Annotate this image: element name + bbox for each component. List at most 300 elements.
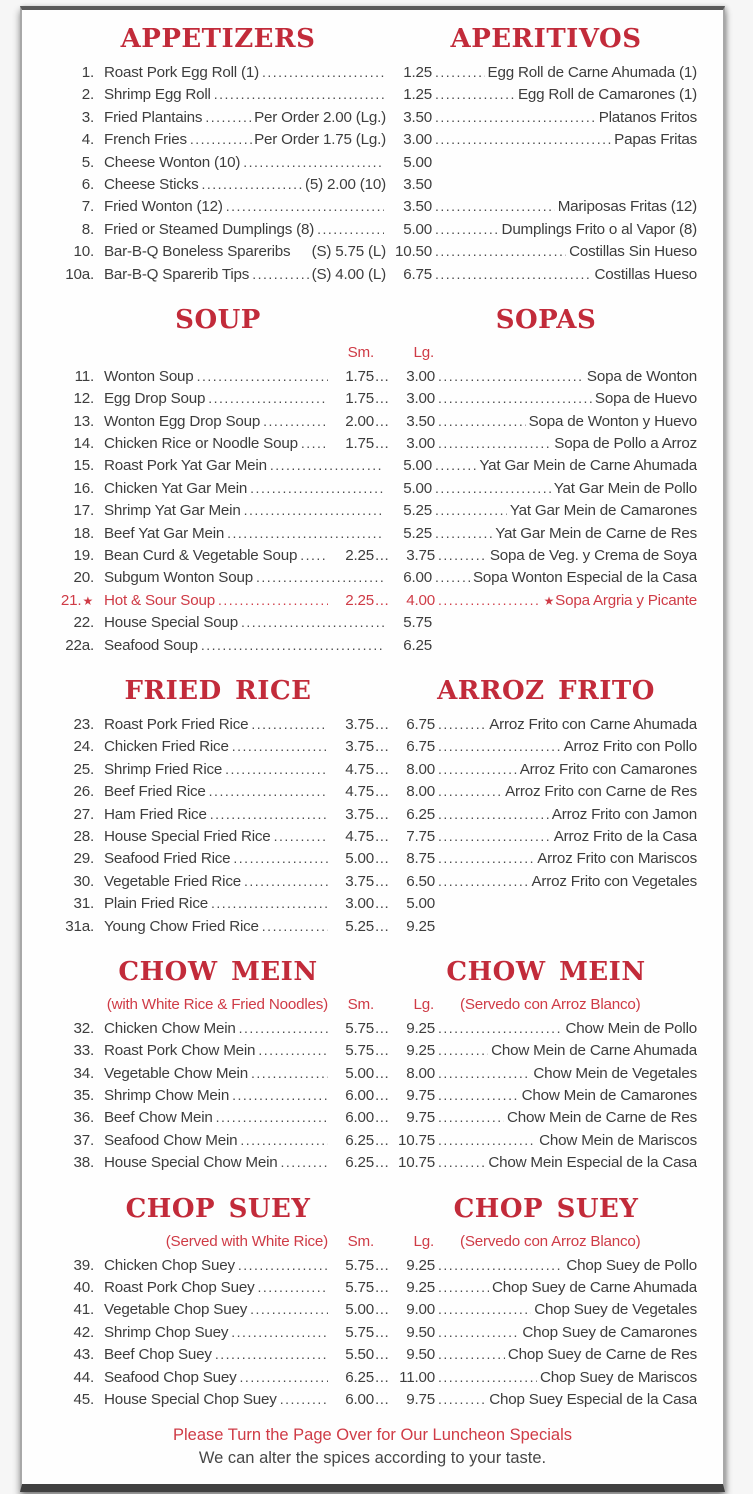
dot-leader [262,61,384,84]
dot-leader-right [438,735,561,758]
section-subrow [48,342,697,364]
item-number [48,433,96,455]
item-name-es-text: Egg Roll de Camarones (1) [517,86,697,104]
item-price-large: 9.25 [406,1256,435,1274]
dot-leader [239,1017,328,1040]
item-price-large: 10.75 [397,1131,435,1149]
item-price-large: 9.25 [406,1019,435,1037]
item-left-group [48,218,386,241]
menu-item-row [48,1388,697,1410]
item-right-group [435,1084,697,1107]
price-separator-dots [374,916,389,938]
dot-leader [208,387,328,410]
item-number-text: 4. [81,131,94,149]
price-separator-dots [374,893,389,915]
item-name-es [508,1344,697,1366]
item-name-es-text: Chow Mein de Mariscos [539,1131,697,1149]
item-price-large: 9.75 [406,1390,435,1408]
item-name: Fried Wonton (12) [104,198,223,216]
dot-leader [226,195,384,218]
menu-section [48,301,697,656]
item-left-group [48,477,386,500]
dot-leader-right [438,1084,519,1107]
dot-leader-right [438,870,528,893]
item-number-text: 11. [74,367,94,385]
price-separator-dots [374,1063,389,1085]
price-separator-dots [374,1277,389,1299]
item-left-group [48,432,330,455]
item-price-small: 5.75 [345,1019,374,1037]
item-left-group [48,1343,330,1366]
price-separator-dots [374,736,389,758]
dot-leader [201,634,384,657]
dot-leader [274,825,328,848]
section-header [48,672,697,710]
item-price-small: 5.75 [345,1279,374,1297]
item-name-es-text: Chop Suey de Carne Ahumada [491,1279,697,1297]
item-left-group [48,61,386,84]
item-name: Roast Pork Yat Gar Mein [104,457,267,475]
menu-section [48,672,697,937]
item-number [48,804,96,826]
item-number [48,523,96,545]
item-left-group [48,1084,330,1107]
item-left-group [48,713,330,736]
item-name-es-text: Yat Gar Mein de Camarones [509,502,697,520]
item-left-group [48,1366,330,1389]
item-number [48,848,96,870]
item-number-text: 25. [73,760,94,778]
item-left-group [48,151,386,174]
dot-leader [251,713,328,736]
item-name: Ham Fried Rice [104,805,207,823]
price-separator-dots [374,433,389,455]
menu-item-row [48,825,697,847]
dot-leader [317,218,384,241]
section-title-es: ARROZ FRITO [437,675,655,706]
item-number-text: 27. [73,805,94,823]
item-number [48,545,96,567]
item-number [48,590,96,612]
dot-leader [215,1343,328,1366]
section-rows [48,713,697,937]
item-name: House Special Fried Rice [104,827,271,845]
item-left-group [48,1298,330,1321]
dot-leader [270,454,384,477]
item-number [48,174,96,196]
menu-item-row [48,803,697,825]
menu-item-row [48,634,697,656]
dot-leader [262,915,328,938]
item-name-es [529,411,697,433]
item-number [48,871,96,893]
item-name-es [495,523,697,545]
menu-item-row [48,758,697,780]
dot-leader [240,1129,328,1152]
item-left-group [48,566,386,589]
item-name-es [492,1277,697,1299]
dot-leader-right [438,410,526,433]
item-name-es-text: Yat Gar Mein de Carne de Res [495,524,697,542]
item-left-group [48,1129,330,1152]
item-name: Egg Drop Soup [104,390,206,408]
item-number-text: 44. [73,1368,94,1386]
item-number-text: 8. [81,220,94,238]
price-separator-dots [374,804,389,826]
item-number-text: 3. [81,108,94,126]
dot-leader [256,566,384,589]
item-number [48,1130,96,1152]
item-price-small: 1.75 [345,435,374,453]
item-price-small: 6.25 [345,1368,374,1386]
item-right-group [432,128,697,151]
item-number-text: 22a. [65,636,94,654]
section-title-en: APPETIZERS [120,24,316,54]
section-subtitle-en: (Served with White Rice) [165,1232,328,1250]
item-price-large: 5.75 [403,614,432,632]
menu-item-row [48,780,697,802]
item-number [48,1255,96,1277]
item-name: Seafood Soup [104,636,198,654]
section-title-es: CHOW MEIN [446,956,646,987]
item-left-group [48,1321,330,1344]
dot-leader-right [435,566,470,589]
item-name-es-text: Sopa Argria y Picante [555,591,697,609]
item-name: Subgum Wonton Soup [104,569,253,587]
item-name-es-text: Sopa de Huevo [594,390,697,408]
dot-leader-right [438,1343,505,1366]
spicy-star-icon: ★ [82,593,93,608]
dot-leader [211,892,328,915]
item-right-group [435,870,697,893]
dot-leader-right [435,454,476,477]
item-price-large: 5.00 [406,895,435,913]
item-left-group [48,106,386,129]
item-number-text: 30. [73,872,94,890]
item-left-group [48,365,330,388]
item-right-group [435,365,697,388]
item-left-group [48,915,330,938]
item-price-small: 5.75 [345,1323,374,1341]
section-title-es: CHOP SUEY [453,1193,639,1224]
item-name: Seafood Fried Rice [104,850,231,868]
dot-leader-right [435,218,499,241]
item-name-es-text: Sopa de Veg. y Crema de Soya [489,547,697,565]
item-name-es [569,241,697,263]
item-price-large: 6.25 [406,805,435,823]
section-header [48,301,697,339]
item-name-es-text: Chop Suey Especial de la Casa [489,1390,697,1408]
price-separator-dots [374,1389,389,1411]
section-header [48,1190,697,1228]
item-name: Chicken Fried Rice [104,738,229,756]
item-right-group [435,1388,697,1411]
item-price-large: 8.00 [406,783,435,801]
dot-leader [190,128,252,151]
item-number [48,1018,96,1040]
item-price-large: 9.50 [406,1346,435,1364]
item-number [48,196,96,218]
item-name-es-text: Arroz Frito con Jamon [551,805,697,823]
item-name-es [518,84,697,106]
item-name: Beef Chow Mein [104,1109,213,1127]
dot-leader-right [438,1129,536,1152]
item-name-es [599,107,697,129]
item-number [48,759,96,781]
item-number [48,500,96,522]
item-number-text: 31. [73,895,94,913]
item-inline-price-note: (5) 2.00 (10) [305,175,386,193]
item-number [48,1063,96,1085]
item-number [48,366,96,388]
item-price-small: 3.75 [345,715,374,733]
item-left-group [48,1276,330,1299]
item-name: Cheese Wonton (10) [104,153,241,171]
item-number [48,129,96,151]
menu-sections [48,20,697,1410]
item-price-large: 10.75 [397,1154,435,1172]
item-name-es [554,826,697,848]
item-left-group [48,263,386,286]
item-price-small: 5.00 [345,1301,374,1319]
item-number [48,241,96,263]
menu-item-row [48,173,697,195]
item-left-group [48,173,386,196]
item-number-text: 10a. [65,265,94,283]
menu-item-row [48,589,697,611]
item-number [48,916,96,938]
item-left-group [48,128,386,151]
item-number-text: 6. [81,175,94,193]
menu-item-row [48,83,697,105]
menu-item-row [48,566,697,588]
item-name: Chicken Yat Gar Mein [104,479,248,497]
item-number-text: 13. [73,412,94,430]
item-price-small: 4.75 [345,760,374,778]
item-name-es [564,736,697,758]
item-price-large: 6.75 [403,265,432,283]
dot-leader [281,1151,328,1174]
item-name: Beef Fried Rice [104,783,206,801]
menu-item-row [48,1084,697,1106]
price-separator-dots [374,759,389,781]
item-right-group [435,1017,697,1040]
item-name-es-text: Chow Mein de Camarones [521,1087,697,1105]
menu-item-row [48,870,697,892]
section-subtitle-en: (with White Rice & Fried Noodles) [106,995,328,1013]
dot-leader-right [435,106,596,129]
section-title-en: CHOW MEIN [118,956,318,987]
item-name-es [488,1152,697,1174]
item-name-es [566,1255,697,1277]
item-price-large: 8.75 [406,850,435,868]
item-right-group [435,1366,697,1389]
section-subrow [48,1231,697,1253]
item-number-text: 31a. [65,917,94,935]
menu-item-row [48,218,697,240]
dot-leader [241,611,384,634]
dot-leader [280,1388,328,1411]
menu-item-row [48,1321,697,1343]
menu-item-row [48,1129,697,1151]
item-name-es [507,1107,697,1129]
item-name-es-text: Arroz Frito de la Casa [553,827,697,845]
price-separator-dots [374,1107,389,1129]
item-name: House Special Chow Mein [104,1154,278,1172]
menu-item-row [48,1298,697,1320]
item-number-text: 45. [73,1390,94,1408]
menu-item-row [48,1017,697,1039]
item-right-group [435,1151,697,1174]
item-name: Hot & Sour Soup [104,591,215,609]
item-left-group [48,735,330,758]
menu-page [20,6,725,1492]
item-right-group [435,1062,697,1085]
dot-leader-right [438,544,487,567]
dot-leader [233,847,328,870]
item-inline-price-note: Per Order 1.75 (Lg.) [254,131,386,149]
item-right-group [435,780,697,803]
item-name-es [552,804,697,826]
dot-leader-right [438,1106,504,1129]
item-right-group [432,263,697,286]
item-price-small: 5.75 [345,1042,374,1060]
dot-leader [232,1084,328,1107]
item-name: Young Chow Fried Rice [104,917,259,935]
item-left-group [48,1254,330,1277]
item-number-text: 43. [73,1346,94,1364]
item-name: Roast Pork Fried Rice [104,715,249,733]
item-price-small: 5.50 [345,1346,374,1364]
section-rows [48,1017,697,1174]
item-price-small: 3.75 [345,738,374,756]
item-price-small: 3.00 [345,895,374,913]
dot-leader [218,589,328,612]
item-name: Shrimp Chop Suey [104,1323,229,1341]
item-number [48,107,96,129]
menu-footer [48,1424,697,1470]
item-name-es-text: Arroz Frito con Camarones [519,760,697,778]
dot-leader-right [435,477,551,500]
menu-item-row [48,544,697,566]
menu-item-row [48,1254,697,1276]
item-left-group [48,1039,330,1062]
item-price-small: 5.25 [345,917,374,935]
item-number-text: 2. [81,86,94,104]
dot-leader-right [438,432,551,455]
item-left-group [48,758,330,781]
item-name-es [539,1130,697,1152]
item-number-text: 26. [73,783,94,801]
item-name-es [554,433,697,455]
item-right-group [432,195,697,218]
item-price-large: 9.25 [406,1279,435,1297]
item-name-es [491,1040,697,1062]
item-price-small: 6.00 [345,1109,374,1127]
item-right-group [432,106,697,129]
item-number-text: 12. [73,390,94,408]
col-header-sm: Sm. [347,995,374,1013]
item-name: Bean Curd & Vegetable Soup [104,547,298,565]
item-number [48,1367,96,1389]
item-name: House Special Soup [104,614,239,632]
item-number-text: 41. [73,1301,94,1319]
price-separator-dots [374,826,389,848]
menu-item-row [48,1039,697,1061]
item-price-large: 8.00 [406,1064,435,1082]
dot-leader [232,735,328,758]
item-name-es-text: Chow Mein de Carne Ahumada [491,1042,697,1060]
item-number [48,388,96,410]
item-number-text: 37. [73,1131,94,1149]
dot-leader-right [438,1151,485,1174]
item-name: Wonton Egg Drop Soup [104,412,261,430]
item-price-small: 4.75 [345,783,374,801]
dot-leader [258,1276,329,1299]
item-name-es [587,366,697,388]
menu-item-row [48,477,697,499]
item-left-group [48,892,330,915]
item-name: Vegetable Chop Suey [104,1301,248,1319]
item-name: Seafood Chop Suey [104,1368,237,1386]
dot-leader-right [438,758,517,781]
price-separator-dots [374,411,389,433]
item-number-text: 7. [81,198,94,216]
dot-leader [231,1321,328,1344]
item-name-es [502,219,697,241]
item-name-es [594,264,697,286]
item-price-small: 6.25 [345,1154,374,1172]
item-price-small: 3.75 [345,872,374,890]
item-right-group [435,735,697,758]
item-right-group [435,1106,697,1129]
dot-leader [250,1298,328,1321]
dot-leader-right [435,499,507,522]
item-right-group [435,803,697,826]
dot-leader [244,870,328,893]
dot-leader-right [435,522,492,545]
item-price-large: 5.00 [403,153,432,171]
price-separator-dots [374,871,389,893]
item-price-large: 5.25 [403,524,432,542]
item-name-es [533,1063,697,1085]
item-left-group [48,1151,330,1174]
dot-leader-right [438,1276,489,1299]
section-header [48,20,697,58]
dot-leader-right [438,825,551,848]
item-left-group [48,825,330,848]
item-price-small: 5.75 [345,1256,374,1274]
item-right-group [432,566,697,589]
item-inline-price-note: (S) 4.00 (L) [311,265,386,283]
item-right-group [435,1276,697,1299]
price-separator-dots [374,1344,389,1366]
footer-spices-note: We can alter the spices according to your taste. [198,1449,547,1468]
price-separator-dots [374,545,389,567]
dot-leader-right [438,589,540,612]
item-name-es [488,62,697,84]
dot-leader [300,544,328,567]
item-left-group [48,611,386,634]
item-left-group [48,870,330,893]
item-number [48,1152,96,1174]
price-separator-dots [374,714,389,736]
menu-item-row [48,263,697,285]
item-number [48,1277,96,1299]
item-number-text: 39. [73,1256,94,1274]
item-number-text: 32. [73,1019,94,1037]
item-price-large: 7.75 [406,827,435,845]
